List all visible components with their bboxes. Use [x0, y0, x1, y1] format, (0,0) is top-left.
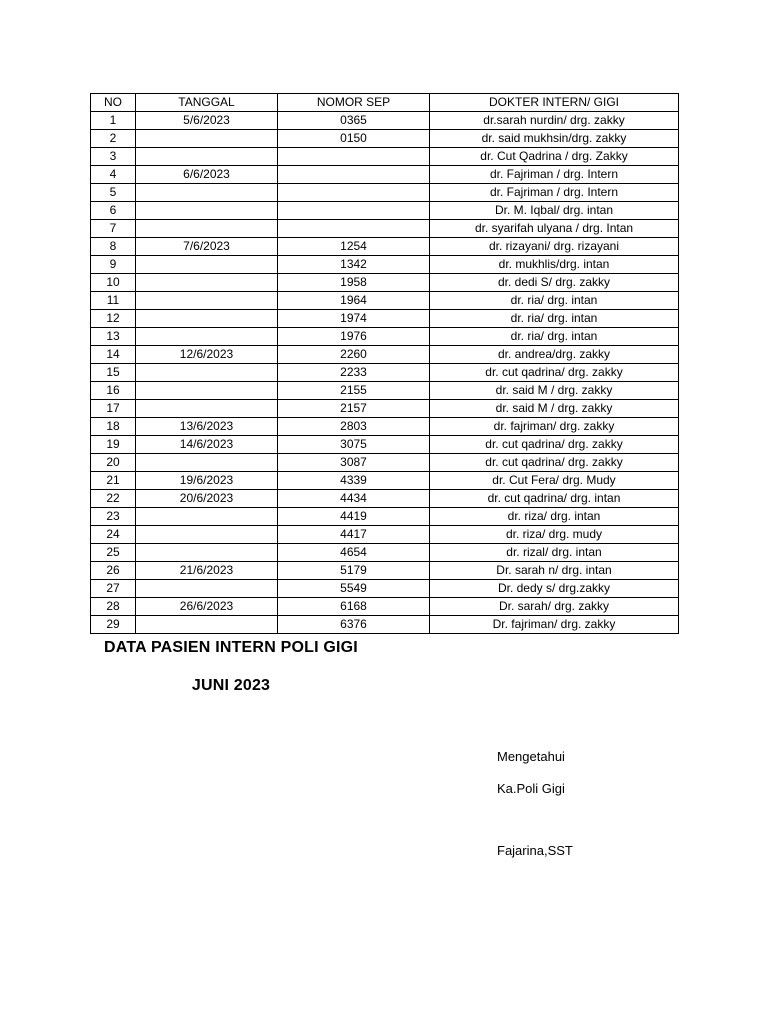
signature-name: Fajarina,SST [497, 843, 573, 858]
cell-no: 2 [91, 130, 136, 148]
cell-no: 20 [91, 454, 136, 472]
cell-dokter: Dr. sarah n/ drg. intan [430, 562, 679, 580]
cell-dokter: dr. riza/ drg. intan [430, 508, 679, 526]
document-subtitle: JUNI 2023 [191, 677, 271, 694]
cell-dokter: dr. Cut Fera/ drg. Mudy [430, 472, 679, 490]
cell-dokter: Dr. sarah/ drg. zakky [430, 598, 679, 616]
cell-tanggal [136, 310, 278, 328]
cell-dokter: dr.sarah nurdin/ drg. zakky [430, 112, 679, 130]
cell-dokter: dr. andrea/drg. zakky [430, 346, 679, 364]
cell-nomor-sep: 1958 [278, 274, 430, 292]
cell-tanggal: 5/6/2023 [136, 112, 278, 130]
cell-nomor-sep: 4419 [278, 508, 430, 526]
cell-dokter: dr. dedi S/ drg. zakky [430, 274, 679, 292]
cell-no: 18 [91, 418, 136, 436]
cell-dokter: dr. fajriman/ drg. zakky [430, 418, 679, 436]
table-row [91, 148, 679, 166]
table-row [91, 418, 679, 436]
cell-tanggal [136, 130, 278, 148]
cell-no: 16 [91, 382, 136, 400]
cell-nomor-sep: 2233 [278, 364, 430, 382]
cell-tanggal: 14/6/2023 [136, 436, 278, 454]
cell-nomor-sep: 2803 [278, 418, 430, 436]
table-row [91, 184, 679, 202]
table-row [91, 436, 679, 454]
cell-dokter: dr. ria/ drg. intan [430, 328, 679, 346]
cell-no: 8 [91, 238, 136, 256]
cell-no: 29 [91, 616, 136, 634]
cell-dokter: dr. said M / drg. zakky [430, 382, 679, 400]
table-row [91, 256, 679, 274]
table-row [91, 274, 679, 292]
cell-tanggal [136, 328, 278, 346]
cell-no: 3 [91, 148, 136, 166]
patient-table [90, 93, 679, 634]
signature-role: Ka.Poli Gigi [497, 781, 565, 796]
table-row [91, 400, 679, 418]
cell-no: 11 [91, 292, 136, 310]
cell-tanggal [136, 256, 278, 274]
table-row [91, 454, 679, 472]
table-row [91, 328, 679, 346]
table-row [91, 580, 679, 598]
cell-nomor-sep: 1974 [278, 310, 430, 328]
cell-no: 13 [91, 328, 136, 346]
cell-tanggal [136, 202, 278, 220]
cell-tanggal: 26/6/2023 [136, 598, 278, 616]
cell-tanggal: 21/6/2023 [136, 562, 278, 580]
header-nomor-sep: NOMOR SEP [278, 94, 430, 112]
cell-dokter: dr. cut qadrina/ drg. zakky [430, 436, 679, 454]
cell-nomor-sep: 3075 [278, 436, 430, 454]
cell-nomor-sep: 0150 [278, 130, 430, 148]
cell-no: 14 [91, 346, 136, 364]
cell-nomor-sep [278, 166, 430, 184]
cell-tanggal: 7/6/2023 [136, 238, 278, 256]
cell-nomor-sep [278, 220, 430, 238]
cell-dokter: dr. cut qadrina/ drg. zakky [430, 364, 679, 382]
table-row [91, 346, 679, 364]
table-row [91, 616, 679, 634]
cell-dokter: dr. riza/ drg. mudy [430, 526, 679, 544]
cell-tanggal [136, 292, 278, 310]
cell-tanggal [136, 454, 278, 472]
cell-nomor-sep: 3087 [278, 454, 430, 472]
cell-no: 9 [91, 256, 136, 274]
cell-no: 17 [91, 400, 136, 418]
table-header-row [91, 94, 679, 112]
cell-nomor-sep [278, 148, 430, 166]
cell-nomor-sep: 5179 [278, 562, 430, 580]
table-row [91, 238, 679, 256]
cell-tanggal: 19/6/2023 [136, 472, 278, 490]
cell-nomor-sep: 6168 [278, 598, 430, 616]
cell-nomor-sep: 4434 [278, 490, 430, 508]
cell-dokter: dr. rizayani/ drg. rizayani [430, 238, 679, 256]
cell-no: 28 [91, 598, 136, 616]
cell-nomor-sep: 2155 [278, 382, 430, 400]
cell-no: 24 [91, 526, 136, 544]
cell-tanggal [136, 382, 278, 400]
table-row [91, 112, 679, 130]
document-title: DATA PASIEN INTERN POLI GIGI [104, 639, 358, 656]
cell-dokter: dr. Fajriman / drg. Intern [430, 166, 679, 184]
cell-tanggal [136, 526, 278, 544]
cell-tanggal: 20/6/2023 [136, 490, 278, 508]
table-body [91, 112, 679, 634]
cell-nomor-sep: 2157 [278, 400, 430, 418]
cell-no: 6 [91, 202, 136, 220]
table-row [91, 562, 679, 580]
cell-dokter: dr. ria/ drg. intan [430, 310, 679, 328]
cell-nomor-sep: 4417 [278, 526, 430, 544]
table-row [91, 310, 679, 328]
cell-no: 22 [91, 490, 136, 508]
cell-dokter: Dr. fajriman/ drg. zakky [430, 616, 679, 634]
cell-no: 19 [91, 436, 136, 454]
table-row [91, 382, 679, 400]
cell-tanggal [136, 184, 278, 202]
table-row [91, 202, 679, 220]
cell-nomor-sep [278, 184, 430, 202]
header-tanggal: TANGGAL [136, 94, 278, 112]
cell-dokter: dr. mukhlis/drg. intan [430, 256, 679, 274]
cell-no: 5 [91, 184, 136, 202]
cell-nomor-sep: 1964 [278, 292, 430, 310]
cell-no: 12 [91, 310, 136, 328]
cell-no: 15 [91, 364, 136, 382]
cell-tanggal [136, 148, 278, 166]
table-row [91, 490, 679, 508]
cell-tanggal [136, 544, 278, 562]
cell-dokter: dr. Cut Qadrina / drg. Zakky [430, 148, 679, 166]
cell-dokter: dr. syarifah ulyana / drg. Intan [430, 220, 679, 238]
signature-acknowledge: Mengetahui [497, 749, 565, 764]
cell-tanggal [136, 400, 278, 418]
table-row [91, 220, 679, 238]
cell-dokter: dr. ria/ drg. intan [430, 292, 679, 310]
cell-nomor-sep: 4654 [278, 544, 430, 562]
table-row [91, 598, 679, 616]
cell-tanggal [136, 220, 278, 238]
cell-tanggal: 12/6/2023 [136, 346, 278, 364]
cell-no: 10 [91, 274, 136, 292]
cell-dokter: dr. cut qadrina/ drg. zakky [430, 454, 679, 472]
cell-dokter: Dr. M. Iqbal/ drg. intan [430, 202, 679, 220]
cell-no: 1 [91, 112, 136, 130]
cell-no: 4 [91, 166, 136, 184]
cell-dokter: Dr. dedy s/ drg.zakky [430, 580, 679, 598]
cell-nomor-sep: 0365 [278, 112, 430, 130]
cell-nomor-sep: 2260 [278, 346, 430, 364]
table-row [91, 526, 679, 544]
header-dokter: DOKTER INTERN/ GIGI [430, 94, 679, 112]
cell-nomor-sep: 4339 [278, 472, 430, 490]
table-row [91, 508, 679, 526]
table-row [91, 166, 679, 184]
cell-dokter: dr. cut qadrina/ drg. intan [430, 490, 679, 508]
table-row [91, 292, 679, 310]
cell-nomor-sep [278, 202, 430, 220]
cell-no: 26 [91, 562, 136, 580]
cell-tanggal [136, 616, 278, 634]
cell-tanggal: 6/6/2023 [136, 166, 278, 184]
cell-nomor-sep: 1254 [278, 238, 430, 256]
cell-nomor-sep: 5549 [278, 580, 430, 598]
cell-no: 7 [91, 220, 136, 238]
cell-dokter: dr. said M / drg. zakky [430, 400, 679, 418]
cell-nomor-sep: 1342 [278, 256, 430, 274]
cell-nomor-sep: 6376 [278, 616, 430, 634]
cell-tanggal [136, 274, 278, 292]
cell-tanggal [136, 508, 278, 526]
cell-no: 25 [91, 544, 136, 562]
cell-tanggal: 13/6/2023 [136, 418, 278, 436]
table-row [91, 130, 679, 148]
cell-tanggal [136, 580, 278, 598]
cell-no: 21 [91, 472, 136, 490]
header-no: NO [91, 94, 136, 112]
table-row [91, 472, 679, 490]
cell-tanggal [136, 364, 278, 382]
cell-dokter: dr. Fajriman / drg. Intern [430, 184, 679, 202]
cell-dokter: dr. said mukhsin/drg. zakky [430, 130, 679, 148]
cell-no: 23 [91, 508, 136, 526]
table-row [91, 544, 679, 562]
cell-dokter: dr. rizal/ drg. intan [430, 544, 679, 562]
cell-nomor-sep: 1976 [278, 328, 430, 346]
table-row [91, 364, 679, 382]
cell-no: 27 [91, 580, 136, 598]
